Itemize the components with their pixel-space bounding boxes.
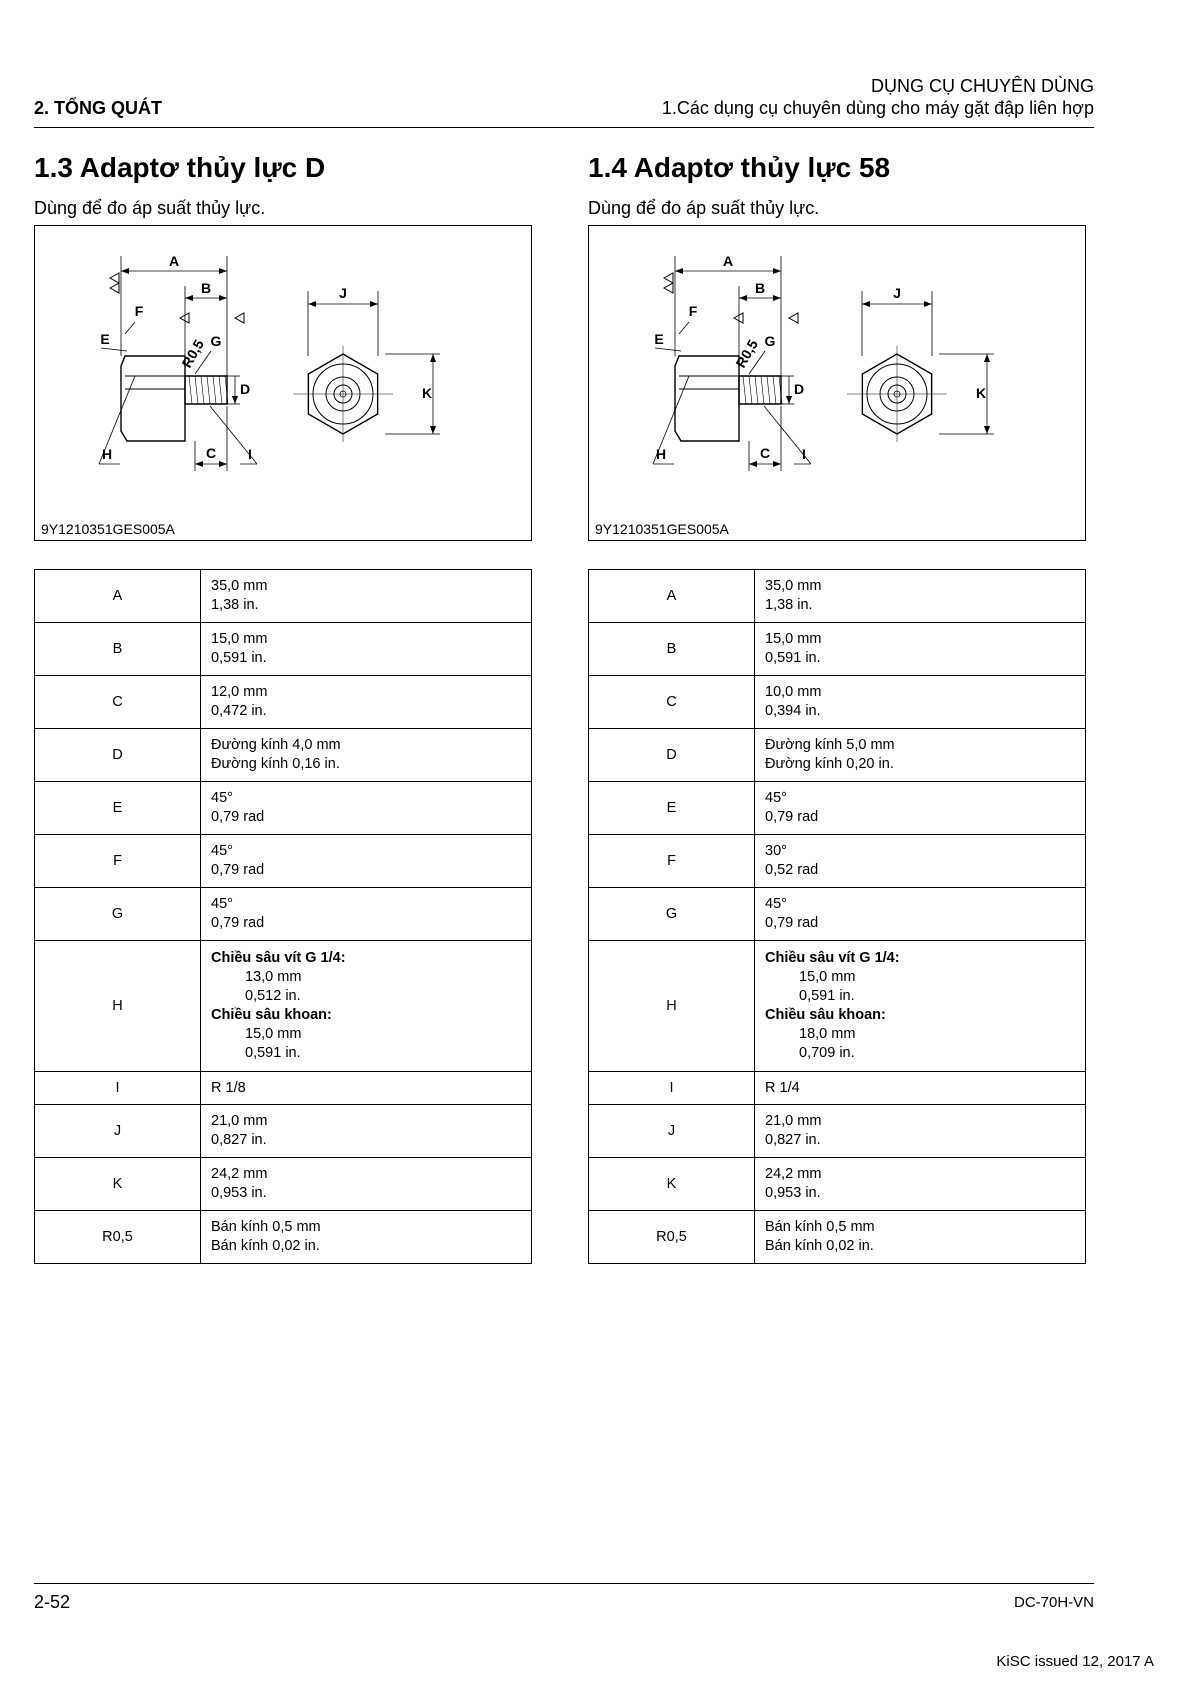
surface-finish-symbol <box>664 273 673 283</box>
dimension-arrow <box>430 354 436 362</box>
spec-value <box>755 1211 1086 1264</box>
issued-note: KiSC issued 12, 2017 A <box>996 1653 1154 1670</box>
spec-value-line: 30° <box>765 843 787 859</box>
dimension-label-d: D <box>793 381 805 397</box>
spec-row <box>35 1072 532 1105</box>
dimension-label-b: B <box>754 280 766 296</box>
spec-value-line: 0,827 in. <box>211 1132 267 1148</box>
spec-label: H <box>35 941 201 1072</box>
spec-value-line: 0,394 in. <box>765 703 821 719</box>
left-description: Dùng để đo áp suất thủy lực. <box>34 198 266 218</box>
spec-row <box>35 941 532 1072</box>
spec-value-line: Chiều sâu khoan: <box>211 1007 332 1023</box>
spec-value-line: 0,709 in. <box>799 1045 855 1061</box>
spec-value <box>755 676 1086 729</box>
spec-label: A <box>589 570 755 623</box>
spec-value-line: 0,79 rad <box>211 915 265 931</box>
dimension-label-g: G <box>210 333 222 349</box>
spec-row <box>35 570 532 623</box>
spec-value-line: 24,2 mm <box>765 1166 822 1182</box>
spec-value-line: Bán kính 0,02 in. <box>211 1238 320 1254</box>
spec-value-line: 45° <box>211 790 233 806</box>
dimension-arrow <box>984 354 990 362</box>
dimension-arrow <box>924 301 932 307</box>
dimension-label-c: C <box>759 445 771 461</box>
dimension-label-e: E <box>100 331 110 347</box>
spec-row <box>589 1072 1086 1105</box>
spec-value-line: 15,0 mm <box>211 631 268 647</box>
spec-value-line: Chiều sâu khoan: <box>765 1007 886 1023</box>
dimension-label-f: F <box>134 303 144 319</box>
spec-value <box>755 835 1086 888</box>
dimension-arrow <box>185 295 193 301</box>
dimension-arrow <box>121 268 129 274</box>
spec-value <box>201 782 532 835</box>
spec-label: R0,5 <box>589 1211 755 1264</box>
drawing-line <box>125 322 135 334</box>
spec-value-line: Đường kính 5,0 mm <box>765 737 895 753</box>
left-spec-table <box>34 569 532 1264</box>
spec-value-line: 0,79 rad <box>765 915 819 931</box>
surface-finish-symbol <box>235 313 244 323</box>
spec-value-line: 35,0 mm <box>765 578 822 594</box>
dimension-label-g: G <box>764 333 776 349</box>
spec-value-line: 15,0 mm <box>799 969 856 985</box>
dimension-arrow <box>773 461 781 467</box>
spec-value-line: 0,52 rad <box>765 862 819 878</box>
spec-value-line: 1,38 in. <box>765 597 813 613</box>
left-figure-code: 9Y1210351GES005A <box>41 521 175 537</box>
left-section-title: 1.3 Adaptơ thủy lực D <box>34 152 326 183</box>
drawing-line <box>755 376 758 404</box>
dimension-label-i: I <box>248 446 252 462</box>
spec-value-line: 0,512 in. <box>245 988 301 1004</box>
dimension-label-r: R0,5 <box>732 336 761 371</box>
dimension-arrow <box>984 426 990 434</box>
dimension-label-k: K <box>421 385 433 401</box>
spec-label: D <box>589 729 755 782</box>
spec-value-line: 0,953 in. <box>211 1185 267 1201</box>
dimension-label-i: I <box>802 446 806 462</box>
spec-value-line: 0,79 rad <box>211 809 265 825</box>
spec-value-line: 13,0 mm <box>245 969 302 985</box>
right-figure-code: 9Y1210351GES005A <box>595 521 729 537</box>
spec-label: C <box>35 676 201 729</box>
drawing-line <box>213 376 216 404</box>
spec-label: H <box>589 941 755 1072</box>
spec-value-line: 21,0 mm <box>211 1113 268 1129</box>
spec-value-line: 0,591 in. <box>799 988 855 1004</box>
dimension-arrow <box>219 295 227 301</box>
spec-row <box>589 729 1086 782</box>
spec-value <box>201 835 532 888</box>
right-spec-table <box>588 569 1086 1264</box>
spec-label: A <box>35 570 201 623</box>
spec-value-line: Chiều sâu vít G 1/4: <box>765 950 900 966</box>
spec-value <box>201 570 532 623</box>
spec-value-line: Chiều sâu vít G 1/4: <box>211 950 346 966</box>
spec-value <box>201 623 532 676</box>
spec-value <box>755 888 1086 941</box>
spec-label: G <box>35 888 201 941</box>
spec-row <box>589 888 1086 941</box>
drawing-line <box>201 376 204 404</box>
spec-value-line: 10,0 mm <box>765 684 822 700</box>
surface-finish-symbol <box>110 273 119 283</box>
spec-row <box>589 835 1086 888</box>
spec-value-line: 18,0 mm <box>799 1026 856 1042</box>
drawing-line <box>219 376 222 404</box>
spec-row <box>589 941 1086 1072</box>
spec-value-line: 45° <box>765 896 787 912</box>
spec-value-line: 0,79 rad <box>211 862 265 878</box>
drawing-line <box>773 376 776 404</box>
dimension-label-j: J <box>893 285 901 301</box>
spec-row <box>589 1158 1086 1211</box>
spec-value-line: 12,0 mm <box>211 684 268 700</box>
spec-value-line: 21,0 mm <box>765 1113 822 1129</box>
spec-value-line: 45° <box>211 843 233 859</box>
dimension-label-r: R0,5 <box>178 336 207 371</box>
spec-value-line: 45° <box>765 790 787 806</box>
dimension-arrow <box>786 396 792 404</box>
spec-value <box>755 1072 1086 1105</box>
spec-value-line: Bán kính 0,5 mm <box>211 1219 321 1235</box>
spec-value-line: Bán kính 0,5 mm <box>765 1219 875 1235</box>
spec-value-line: Đường kính 0,16 in. <box>211 756 340 772</box>
spec-value-line: 15,0 mm <box>245 1026 302 1042</box>
document-code: DC-70H-VN <box>1013 1594 1094 1611</box>
spec-row <box>35 1105 532 1158</box>
dimension-arrow <box>232 396 238 404</box>
dimension-label-j: J <box>339 285 347 301</box>
drawing-line <box>749 376 752 404</box>
drawing-line <box>679 322 689 334</box>
footer-rule <box>34 1583 1094 1584</box>
surface-finish-symbol <box>664 283 673 293</box>
spec-label: B <box>35 623 201 676</box>
spec-label: C <box>589 676 755 729</box>
dimension-label-e: E <box>654 331 664 347</box>
spec-value-line: 24,2 mm <box>211 1166 268 1182</box>
spec-value <box>755 729 1086 782</box>
drawing-line <box>207 376 210 404</box>
dimension-arrow <box>308 301 316 307</box>
chapter-heading: 2. TỔNG QUÁT <box>34 98 163 118</box>
dimension-label-d: D <box>239 381 251 397</box>
spec-label: I <box>589 1072 755 1105</box>
spec-label: F <box>35 835 201 888</box>
spec-row <box>35 676 532 729</box>
dimension-arrow <box>430 426 436 434</box>
spec-label: F <box>589 835 755 888</box>
spec-value-line: 1,38 in. <box>211 597 259 613</box>
spec-label: K <box>589 1158 755 1211</box>
right-figure <box>588 225 1086 541</box>
spec-label: J <box>35 1105 201 1158</box>
spec-label: K <box>35 1158 201 1211</box>
spec-value <box>755 570 1086 623</box>
spec-value-line: Đường kính 4,0 mm <box>211 737 341 753</box>
right-description: Dùng để đo áp suất thủy lực. <box>588 198 820 218</box>
spec-value-line: R 1/8 <box>211 1079 246 1096</box>
dimension-arrow <box>195 461 203 467</box>
left-figure <box>34 225 532 541</box>
spec-value-line: 0,591 in. <box>211 650 267 666</box>
spec-value <box>201 1072 532 1105</box>
surface-finish-symbol <box>180 313 189 323</box>
spec-row <box>35 888 532 941</box>
spec-value <box>201 941 532 1072</box>
spec-value-line: Bán kính 0,02 in. <box>765 1238 874 1254</box>
spec-value <box>201 729 532 782</box>
spec-value <box>201 1211 532 1264</box>
spec-row <box>35 1158 532 1211</box>
spec-value <box>755 782 1086 835</box>
spec-row <box>35 782 532 835</box>
spec-row <box>35 1211 532 1264</box>
spec-row <box>35 623 532 676</box>
spec-row <box>35 729 532 782</box>
drawing-line <box>655 348 681 351</box>
spec-label: E <box>589 782 755 835</box>
spec-value <box>201 676 532 729</box>
spec-value <box>755 1105 1086 1158</box>
spec-label: R0,5 <box>35 1211 201 1264</box>
dimension-arrow <box>862 301 870 307</box>
spec-value-line: 45° <box>211 896 233 912</box>
spec-value-line: 0,827 in. <box>765 1132 821 1148</box>
spec-row <box>589 1211 1086 1264</box>
spec-row <box>589 782 1086 835</box>
adapter-body <box>121 356 185 441</box>
spec-value <box>201 888 532 941</box>
spec-label: E <box>35 782 201 835</box>
dimension-arrow <box>749 461 757 467</box>
spec-value-line: R 1/4 <box>765 1079 800 1096</box>
spec-row <box>589 570 1086 623</box>
spec-value-line: 0,591 in. <box>765 650 821 666</box>
spec-value <box>755 623 1086 676</box>
spec-value-line: 15,0 mm <box>765 631 822 647</box>
spec-label: I <box>35 1072 201 1105</box>
dimension-label-f: F <box>688 303 698 319</box>
drawing-line <box>761 376 764 404</box>
spec-row <box>35 835 532 888</box>
drawing-line <box>743 376 746 404</box>
spec-value-line: Đường kính 0,20 in. <box>765 756 894 772</box>
spec-label: B <box>589 623 755 676</box>
spec-value-line: 0,472 in. <box>211 703 267 719</box>
spec-label: D <box>35 729 201 782</box>
spec-label: G <box>589 888 755 941</box>
dimension-label-b: B <box>200 280 212 296</box>
section-heading: DỤNG CỤ CHUYÊN DÙNG <box>870 76 1094 96</box>
spec-value <box>201 1158 532 1211</box>
spec-value <box>755 1158 1086 1211</box>
dimension-arrow <box>773 295 781 301</box>
spec-value-line: 0,953 in. <box>765 1185 821 1201</box>
adapter-body <box>675 356 739 441</box>
dimension-arrow <box>675 268 683 274</box>
page-number: 2-52 <box>34 1592 71 1612</box>
dimension-label-a: A <box>168 253 180 269</box>
dimension-label-a: A <box>722 253 734 269</box>
dimension-arrow <box>739 295 747 301</box>
subsection-heading: 1.Các dụng cụ chuyên dùng cho máy gặt đập liên hợp <box>661 98 1094 118</box>
spec-value <box>201 1105 532 1158</box>
spec-value-line: 0,591 in. <box>245 1045 301 1061</box>
drawing-line <box>189 376 192 404</box>
dimension-arrow <box>773 268 781 274</box>
surface-finish-symbol <box>110 283 119 293</box>
spec-row <box>589 676 1086 729</box>
drawing-line <box>767 376 770 404</box>
dimension-label-c: C <box>205 445 217 461</box>
spec-row <box>589 1105 1086 1158</box>
surface-finish-symbol <box>789 313 798 323</box>
spec-value-line: 0,79 rad <box>765 809 819 825</box>
spec-value <box>755 941 1086 1072</box>
spec-value-line: 35,0 mm <box>211 578 268 594</box>
right-section-title: 1.4 Adaptơ thủy lực 58 <box>588 152 891 183</box>
dimension-arrow <box>219 461 227 467</box>
drawing-line <box>195 376 198 404</box>
drawing-line <box>101 348 127 351</box>
dimension-arrow <box>219 268 227 274</box>
spec-row <box>589 623 1086 676</box>
dimension-label-h: H <box>655 446 667 462</box>
dimension-label-h: H <box>101 446 113 462</box>
surface-finish-symbol <box>734 313 743 323</box>
dimension-arrow <box>370 301 378 307</box>
dimension-label-k: K <box>975 385 987 401</box>
header-rule <box>34 127 1094 128</box>
spec-label: J <box>589 1105 755 1158</box>
